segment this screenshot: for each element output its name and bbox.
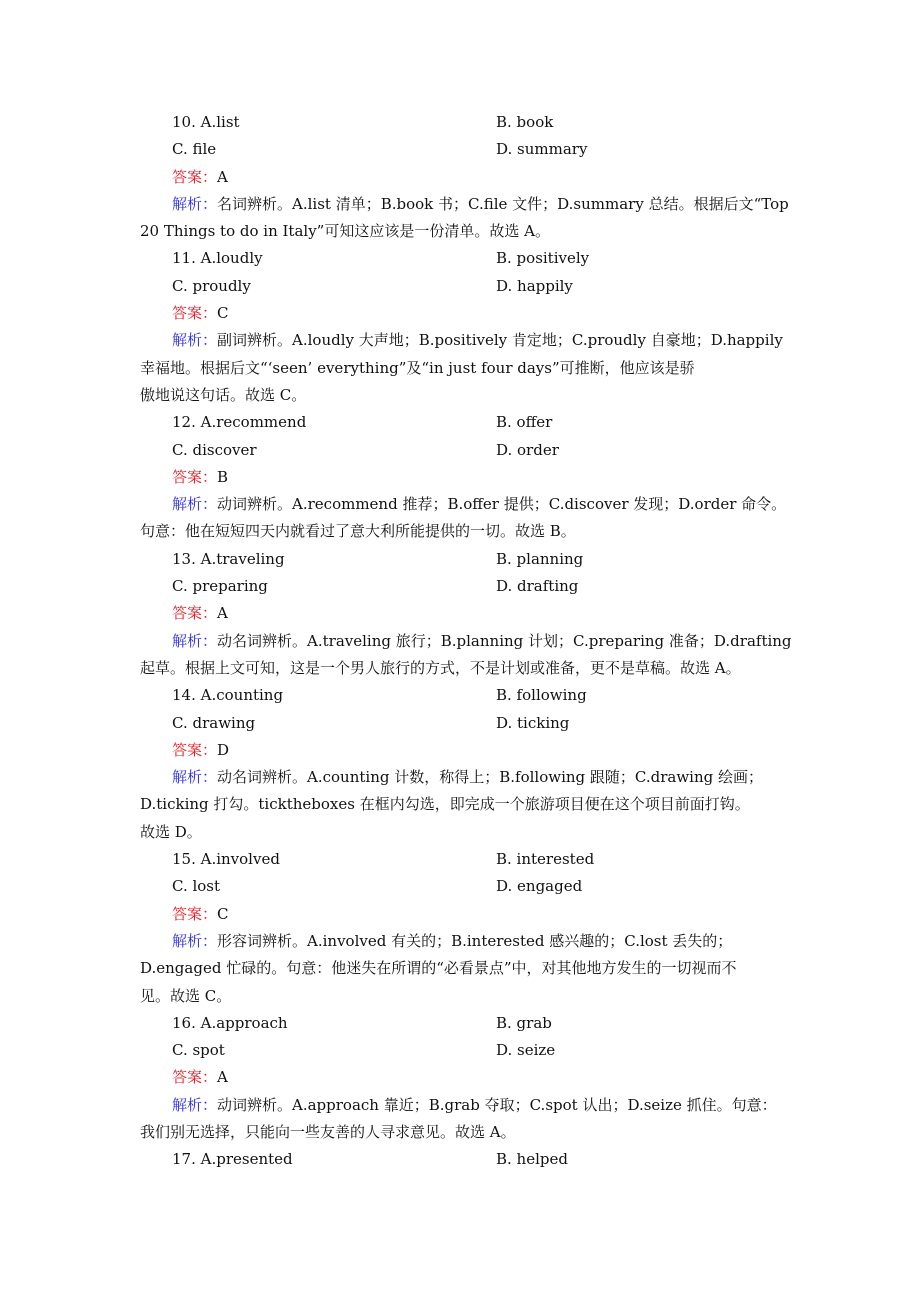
option-left: 12. A.recommend xyxy=(172,413,307,432)
explanation-line xyxy=(140,628,790,655)
option-right: B. helped xyxy=(496,1150,568,1169)
answer-label: 答案： xyxy=(172,604,218,623)
option-right: B. grab xyxy=(496,1013,552,1032)
explanation-text: 句意：他在短短四天内就看过了意大利所能提供的一切。故选 B。 xyxy=(140,522,576,541)
option-row xyxy=(140,136,790,163)
option-right: D. summary xyxy=(496,140,588,159)
answer-line xyxy=(140,600,790,627)
option-left: C. proudly xyxy=(172,276,251,295)
option-left: 17. A.presented xyxy=(172,1150,293,1169)
option-row xyxy=(140,1146,790,1173)
option-row xyxy=(140,409,790,436)
explanation-label: 解析： xyxy=(172,631,218,650)
answer-label: 答案： xyxy=(172,904,218,923)
explanation-text: D.ticking 打勾。tickthebox​es 在框内勾选，即完成一个旅游项目便在这个项目前面打钩。 xyxy=(140,795,750,814)
explanation-text: D.engaged 忙碌的。句意：他迷失在所谓的“必看景点”中，对其他地方发生的一切视而不 xyxy=(140,959,737,978)
explanation-text: 20 Things to do in Italy”可知这应该是一份清单。故选 A。 xyxy=(140,222,550,241)
option-row xyxy=(140,109,790,136)
question-block xyxy=(140,245,790,409)
explanation-label: 解析： xyxy=(172,331,218,350)
option-row xyxy=(140,1037,790,1064)
option-row xyxy=(140,846,790,873)
option-left: C. drawing xyxy=(172,713,256,732)
option-row xyxy=(140,437,790,464)
question-block xyxy=(140,409,790,545)
option-row xyxy=(140,873,790,900)
explanation-text: 形容词辨析。A.involved 有关的；B.interested 感兴趣的；C.lost 丢失的； xyxy=(217,931,733,950)
explanation-line xyxy=(140,355,790,382)
answer-label: 答案： xyxy=(172,304,218,323)
question-block xyxy=(140,682,790,846)
explanation-label: 解析： xyxy=(172,1095,218,1114)
explanation-text: 动词辨析。A.approach 靠近；B.grab 夺取；C.spot 认出；D.seize 抓住。句意： xyxy=(217,1095,777,1114)
explanation-label: 解析： xyxy=(172,194,218,213)
explanation-line xyxy=(140,191,790,218)
explanation-line xyxy=(140,218,790,245)
explanation-line xyxy=(140,327,790,354)
option-left: 11. A.loudly xyxy=(172,249,263,268)
option-right: D. engaged xyxy=(496,877,583,896)
option-right: D. order xyxy=(496,440,559,459)
explanation-line xyxy=(140,1092,790,1119)
explanation-text: 起草。根据上文可知，这是一个男人旅行的方式，不是计划或准备，更不是草稿。故选 A。 xyxy=(140,658,741,677)
question-block xyxy=(140,109,790,245)
answer-value: D xyxy=(217,740,230,759)
document-page xyxy=(140,109,790,1174)
explanation-text: 见。故选 C。 xyxy=(140,986,232,1005)
explanation-line xyxy=(140,1119,790,1146)
question-block xyxy=(140,846,790,1010)
option-row xyxy=(140,1010,790,1037)
option-left: 15. A.involved xyxy=(172,850,280,869)
answer-line xyxy=(140,1064,790,1091)
option-row xyxy=(140,682,790,709)
option-right: B. book xyxy=(496,113,554,131)
option-left: C. lost xyxy=(172,877,221,896)
answer-line xyxy=(140,164,790,191)
answer-label: 答案： xyxy=(172,1068,218,1087)
option-left: C. discover xyxy=(172,440,257,459)
option-left: C. file xyxy=(172,140,217,159)
answer-value: C xyxy=(217,304,229,323)
explanation-text: 动名词辨析。A.counting 计数，称得上；B.following 跟随；C.drawing 绘画； xyxy=(217,768,763,787)
explanation-line xyxy=(140,928,790,955)
question-block xyxy=(140,546,790,682)
question-block xyxy=(140,1010,790,1146)
option-right: D. drafting xyxy=(496,577,579,596)
option-left: 16. A.approach xyxy=(172,1013,288,1032)
option-right: D. happily xyxy=(496,276,573,295)
answer-value: C xyxy=(217,904,229,923)
option-right: B. following xyxy=(496,686,587,705)
explanation-line xyxy=(140,382,790,409)
explanation-line xyxy=(140,983,790,1010)
explanation-label: 解析： xyxy=(172,495,218,514)
option-right: B. offer xyxy=(496,413,553,432)
option-right: B. planning xyxy=(496,549,584,568)
option-row xyxy=(140,245,790,272)
option-row xyxy=(140,546,790,573)
option-right: D. seize xyxy=(496,1041,556,1060)
option-left: C. preparing xyxy=(172,577,268,596)
explanation-line xyxy=(140,955,790,982)
answer-label: 答案： xyxy=(172,467,218,486)
question-block xyxy=(140,1146,790,1173)
explanation-text: 副词辨析。A.loudly 大声地；B.positively 肯定地；C.proudly 自豪地；D.happily xyxy=(217,331,783,350)
option-right: D. ticking xyxy=(496,713,570,732)
explanation-text: 傲地说这句话。故选 C。 xyxy=(140,385,307,404)
explanation-text: 动名词辨析。A.traveling 旅行；B.planning 计划；C.preparing 准备；D.drafting xyxy=(217,631,792,650)
answer-value: A xyxy=(217,1068,228,1087)
explanation-line xyxy=(140,764,790,791)
option-row xyxy=(140,710,790,737)
explanation-text: 故选 D。 xyxy=(140,822,202,841)
explanation-text: 我们别无选择，只能向一些友善的人寻求意见。故选 A。 xyxy=(140,1122,516,1141)
option-row xyxy=(140,573,790,600)
answer-line xyxy=(140,464,790,491)
option-right: B. positively xyxy=(496,249,590,268)
option-left: 14. A.counting xyxy=(172,686,284,705)
answer-value: A xyxy=(217,167,228,186)
option-left: C. spot xyxy=(172,1041,225,1060)
explanation-label: 解析： xyxy=(172,768,218,787)
option-left: 10. A.list xyxy=(172,113,240,131)
explanation-text: 名词辨析。A.list 清单；B.book 书；C.file 文件；D.summary 总结。根据后文“Top xyxy=(217,194,789,213)
explanation-line xyxy=(140,819,790,846)
explanation-text: 动词辨析。A.recommend 推荐；B.offer 提供；C.discover 发现；D.order 命令。 xyxy=(217,495,787,514)
explanation-line xyxy=(140,491,790,518)
explanation-label: 解析： xyxy=(172,931,218,950)
answer-line xyxy=(140,901,790,928)
option-right: B. interested xyxy=(496,850,595,869)
answer-line xyxy=(140,300,790,327)
option-row xyxy=(140,273,790,300)
explanation-line xyxy=(140,655,790,682)
answer-label: 答案： xyxy=(172,167,218,186)
option-left: 13. A.traveling xyxy=(172,549,285,568)
explanation-text: 幸福地。根据后文“‘seen’ everything”及“in just four days”可推断，他应该是骄 xyxy=(140,358,695,377)
explanation-line xyxy=(140,791,790,818)
answer-line xyxy=(140,737,790,764)
answer-value: B xyxy=(217,467,229,486)
answer-value: A xyxy=(217,604,228,623)
explanation-line xyxy=(140,518,790,545)
answer-label: 答案： xyxy=(172,740,218,759)
